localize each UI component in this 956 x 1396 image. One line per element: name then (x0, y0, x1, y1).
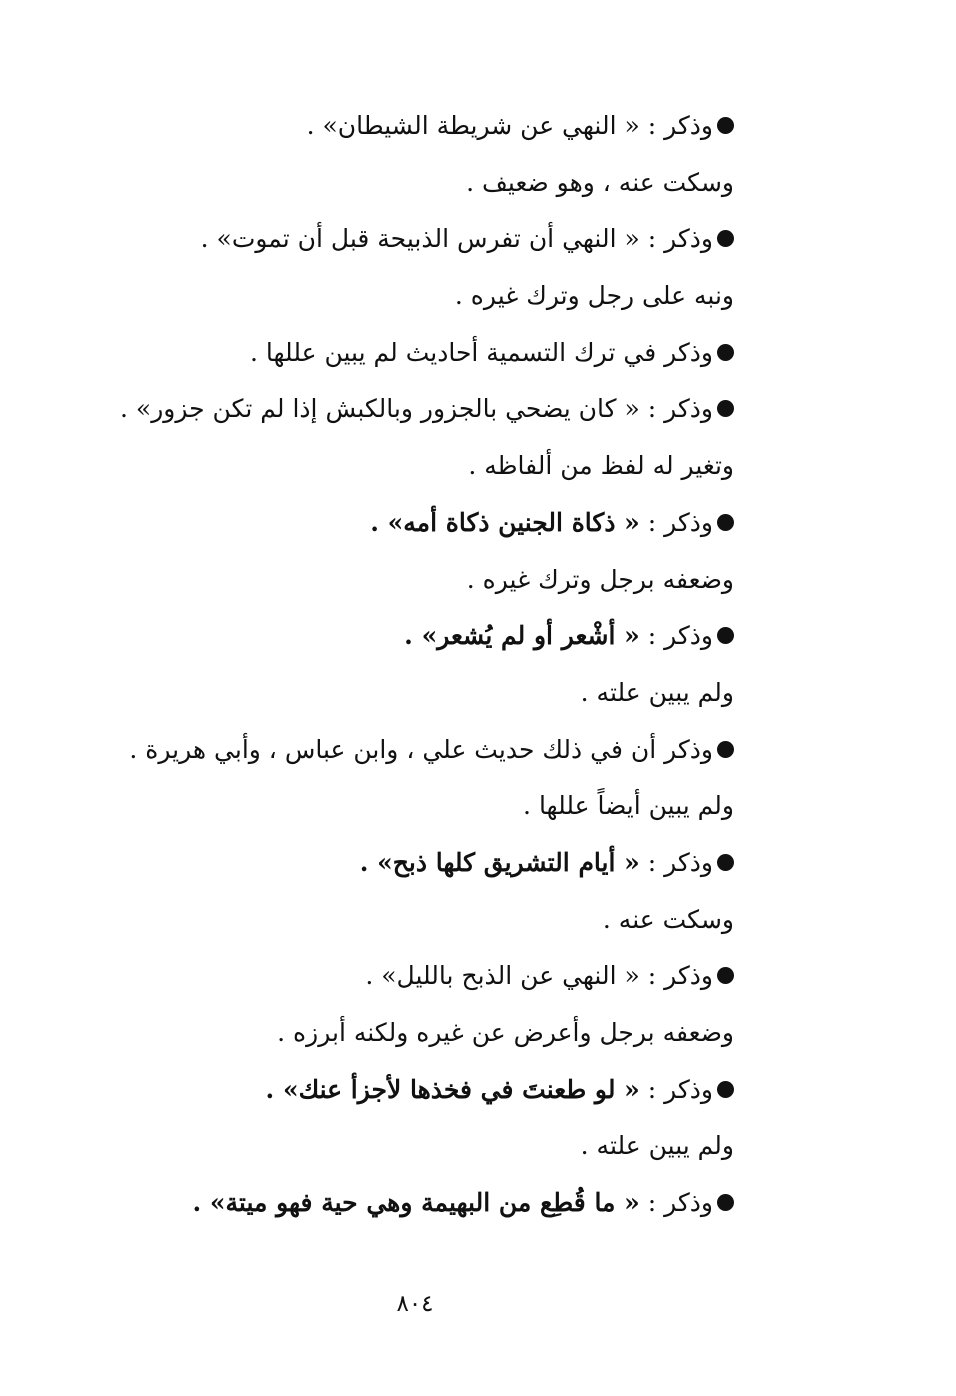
hadith-entry-line (134, 835, 734, 892)
hadith-entry-line (134, 948, 734, 1005)
commentary-text: ولم يبين أيضاً عللها . (523, 791, 734, 821)
entry-prefix: وذكر : (639, 847, 713, 877)
hadith-quote: « كان يضحي بالجزور وبالكبش إذا لم تكن جزور» . (120, 394, 640, 424)
hadith-entry-line (134, 495, 734, 552)
bullet-icon (717, 230, 734, 247)
commentary-line (134, 892, 734, 949)
commentary-text: وسكت عنه . (602, 904, 734, 934)
hadith-quote: « النهي عن شريطة الشيطان» . (306, 111, 640, 140)
page-number: ٨٠٤ (396, 1291, 434, 1317)
hadith-quote: « ما قُطِع من البهيمة وهي حية فهو ميتة» . (192, 1188, 640, 1218)
commentary-text: وضعفه برجل وترك غيره . (466, 564, 734, 594)
commentary-text: وسكت عنه ، وهو ضعيف . (466, 167, 734, 197)
commentary-line (134, 155, 734, 212)
hadith-entry-line (134, 608, 734, 665)
commentary-line (134, 438, 734, 495)
commentary-line (134, 1118, 734, 1175)
entry-prefix: وذكر : (639, 621, 713, 651)
hadith-quote: « النهي أن تفرس الذبيحة قبل أن تموت» . (200, 224, 640, 254)
bullet-icon (717, 741, 734, 758)
hadith-entry-line (120, 381, 734, 438)
commentary-line (134, 665, 734, 722)
bullet-icon (717, 117, 734, 134)
bullet-icon (717, 1081, 734, 1098)
entry-prefix: وذكر : (639, 961, 713, 991)
hadith-entry-line (134, 1175, 734, 1232)
hadith-entry-line (134, 98, 734, 155)
commentary-text: وتغير له لفظ من ألفاظه . (468, 451, 734, 481)
hadith-quote: « ذكاة الجنين ذكاة أمه» . (370, 507, 640, 537)
text-body (120, 98, 734, 1232)
entry-prefix: وذكر : (639, 224, 713, 254)
commentary-text: وضعفه برجل وأعرض عن غيره ولكنه أبرزه . (277, 1018, 734, 1047)
bullet-icon (717, 400, 734, 417)
bullet-icon (717, 344, 734, 361)
commentary-line (134, 778, 734, 835)
entry-prefix: وذكر : (639, 1188, 713, 1218)
entry-prefix: وذكر : (639, 111, 713, 140)
entry-prefix: وذكر : (639, 507, 713, 537)
commentary-line (134, 552, 734, 609)
bullet-icon (717, 854, 734, 871)
entry-prefix: وذكر في ترك التسمية أحاديث لم يبين عللها . (250, 337, 713, 367)
commentary-text: ولم يبين علته . (580, 1131, 734, 1161)
hadith-quote: « أيام التشريق كلها ذبح» . (359, 847, 640, 877)
bullet-icon (717, 514, 734, 531)
entry-prefix: وذكر : (639, 1074, 713, 1104)
hadith-entry-line (134, 211, 734, 268)
bullet-icon (717, 967, 734, 984)
hadith-quote: « النهي عن الذبح بالليل» . (365, 961, 640, 991)
bullet-icon (717, 1194, 734, 1211)
hadith-entry-line (129, 722, 734, 779)
commentary-line (134, 1005, 734, 1062)
entry-prefix: وذكر أن في ذلك حديث علي ، وابن عباس ، وأبي هريرة . (129, 734, 713, 764)
entry-prefix: وذكر : (639, 394, 713, 424)
bullet-icon (717, 627, 734, 644)
hadith-quote: « أشْعر أو لم يُشعر» . (404, 621, 640, 651)
commentary-text: ولم يبين علته . (580, 677, 734, 707)
commentary-text: ونبه على رجل وترك غيره . (454, 281, 734, 311)
commentary-line (134, 268, 734, 325)
hadith-quote: « لو طعنتَ في فخذها لأجزأ عنك» . (265, 1074, 640, 1104)
hadith-entry-line (134, 1062, 734, 1119)
hadith-entry-line (134, 325, 734, 382)
